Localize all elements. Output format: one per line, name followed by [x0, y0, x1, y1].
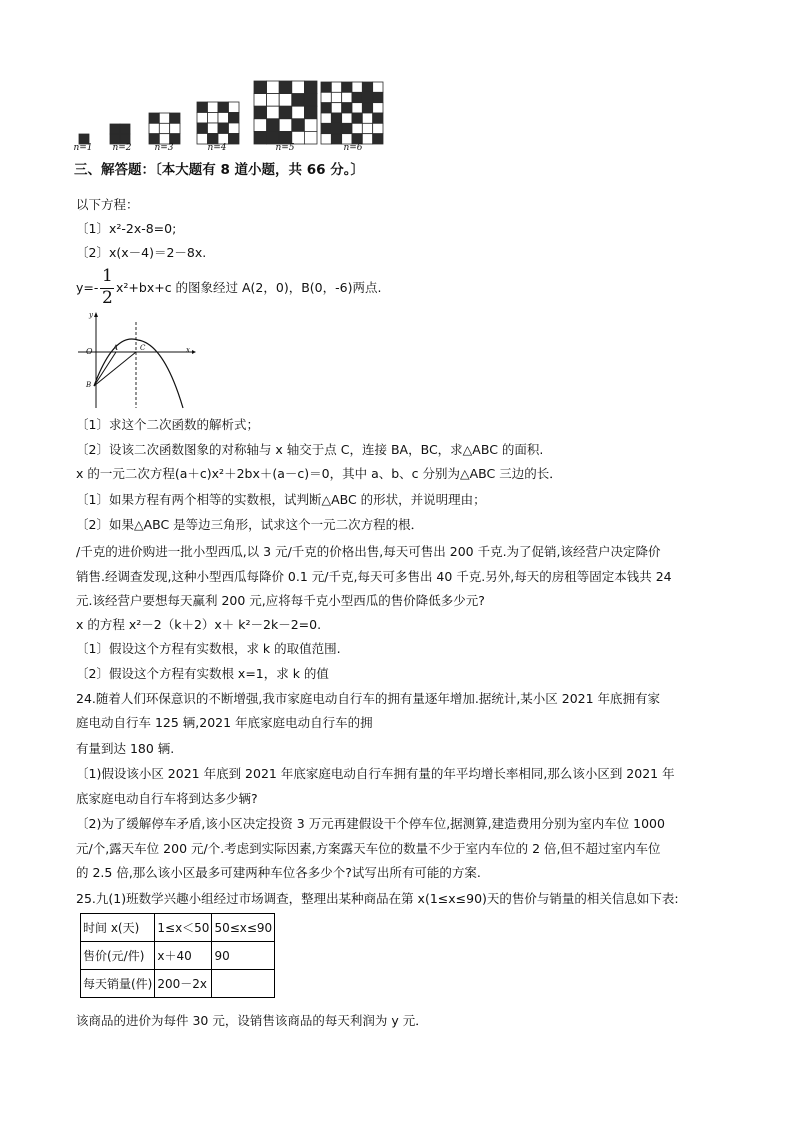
- pattern-cell: [362, 123, 372, 133]
- q24-line-2: 庭电动自行车 125 辆,2021 年底家庭电动自行车的拥: [76, 715, 373, 730]
- section-title: 三、解答题：〔本大题有 8 道小题，共 66 分。〕: [74, 162, 364, 178]
- parabola-suffix: x²+bx+c 的图象经过 A(2，0)，B(0，-6)两点.: [116, 280, 382, 295]
- fraction-denominator: 2: [102, 288, 113, 308]
- pattern-label-2: n=2: [112, 143, 132, 153]
- pattern-cell: [292, 94, 305, 107]
- table-cell: 售价(元/件): [81, 942, 155, 970]
- k-sub-1: 〔1〕假设这个方程有实数根，求 k 的取值范围.: [76, 641, 341, 656]
- graph-label-a: A: [113, 344, 119, 352]
- table-cell: [212, 970, 275, 998]
- pattern-cell: [342, 113, 352, 123]
- pattern-cell: [170, 113, 180, 123]
- pattern-cell: [254, 131, 267, 144]
- pattern-cell: [218, 113, 229, 124]
- pattern-cell: [304, 131, 317, 144]
- triangle-stem: x 的一元二次方程(a＋c)x²＋2bx＋(a－c)＝0，其中 a、b、c 分别为△ABC 三边的长．: [76, 466, 562, 481]
- pattern-cell: [279, 119, 292, 132]
- q25-stem: 25.九(1)班数学兴趣小组经过市场调查，整理出某种商品在第 x(1≤x≤90)天的售价与销量的相关信息如下表:: [76, 891, 679, 906]
- q24-line-7: 元/个,露天车位 200 元/个.考虑到实际因素,方案露天车位的数量不少于室内车位的 2 倍,但不超过室内车位: [76, 841, 661, 856]
- pattern-cell: [362, 113, 372, 123]
- pattern-cell: [292, 106, 305, 119]
- table-cell: 每天销量(件): [81, 970, 155, 998]
- pattern-cell: [254, 94, 267, 107]
- pattern-cell: [321, 92, 331, 102]
- pattern-cell: [197, 102, 208, 113]
- pattern-cell: [254, 119, 267, 132]
- square-pattern: [197, 102, 239, 144]
- pattern-cell: [321, 82, 331, 92]
- pattern-cell: [373, 92, 383, 102]
- parabola-prefix: y=-: [76, 280, 99, 295]
- pattern-label-6: n=6: [343, 143, 363, 153]
- parabola-graph: [70, 310, 200, 410]
- pattern-cell: [229, 123, 240, 134]
- pattern-cell: [208, 102, 219, 113]
- table-row: [81, 970, 275, 998]
- pattern-cell: [331, 92, 341, 102]
- pattern-label-5: n=5: [275, 143, 295, 153]
- pattern-cell: [342, 82, 352, 92]
- pattern-cell: [352, 103, 362, 113]
- square-pattern: [149, 113, 180, 144]
- table-cell: 1≤x＜50: [155, 914, 212, 942]
- pattern-cell: [149, 113, 159, 123]
- pattern-cell: [362, 92, 372, 102]
- eq-sub-1: 〔1〕x²-2x-8=0;: [76, 221, 177, 236]
- pattern-cell: [331, 113, 341, 123]
- table-row: [81, 914, 275, 942]
- parabola-sub-2: 〔2〕设该二次函数图象的对称轴与 x 轴交于点 C，连接 BA，BC，求△ABC 的面积.: [76, 442, 544, 457]
- square-pattern: [321, 82, 383, 144]
- pattern-cell: [321, 134, 331, 144]
- pattern-label-4: n=4: [207, 143, 227, 153]
- pattern-cell: [218, 123, 229, 134]
- k-stem: x 的方程 x²－2（k＋2）x＋ k²－2k－2=0.: [76, 617, 322, 632]
- pattern-cell: [279, 94, 292, 107]
- pattern-cell: [292, 119, 305, 132]
- pattern-cell: [373, 113, 383, 123]
- pattern-cell: [362, 82, 372, 92]
- pattern-cell: [331, 103, 341, 113]
- pattern-cell: [279, 106, 292, 119]
- graph-label-c: C: [140, 344, 146, 352]
- pattern-cell: [292, 81, 305, 94]
- pattern-cell: [267, 119, 280, 132]
- pattern-cell: [120, 124, 130, 134]
- pattern-cell: [352, 82, 362, 92]
- pattern-cell: [373, 134, 383, 144]
- q24-line-8: 的 2.5 倍,那么该小区最多可建两种车位各多少个?试写出所有可能的方案.: [76, 865, 481, 880]
- table-cell: x＋40: [155, 942, 212, 970]
- pattern-cell: [229, 113, 240, 124]
- table-cell: 90: [212, 942, 275, 970]
- q24-line-3: 有量到达 180 辆.: [76, 741, 175, 756]
- pattern-cell: [197, 113, 208, 124]
- pattern-cell: [279, 81, 292, 94]
- pattern-cell: [331, 123, 341, 133]
- pattern-cell: [304, 106, 317, 119]
- pattern-cell: [321, 113, 331, 123]
- pattern-cell: [254, 81, 267, 94]
- square-pattern: [110, 124, 130, 144]
- q24-line-5: 底家庭电动自行车将到达多少辆?: [76, 791, 258, 806]
- pattern-cell: [229, 102, 240, 113]
- fraction-numerator: 1: [102, 266, 113, 286]
- square-pattern: [254, 81, 317, 144]
- graph-label-y: y: [89, 311, 93, 319]
- graph-label-b: B: [86, 381, 92, 389]
- pattern-cell: [110, 124, 120, 134]
- pattern-cell: [373, 82, 383, 92]
- pattern-label-1: n=1: [73, 143, 93, 153]
- pattern-cell: [352, 113, 362, 123]
- melon-line-1: /千克的进价购进一批小型西瓜,以 3 元/千克的价格出售,每天可售出 200 千克.为了促销,该经营户决定降价: [76, 544, 661, 559]
- eq-intro: 以下方程：: [76, 197, 139, 212]
- pattern-cell: [304, 94, 317, 107]
- pattern-cell: [267, 81, 280, 94]
- table-cell: 50≤x≤90: [212, 914, 275, 942]
- k-sub-2: 〔2〕假设这个方程有实数根 x=1，求 k 的值: [76, 666, 329, 681]
- graph-label-x: x: [186, 346, 190, 354]
- eq-sub-2: 〔2〕x(x－4)＝2－8x.: [76, 245, 207, 260]
- pattern-cell: [254, 106, 267, 119]
- q25-after: 该商品的进价为每件 30 元，设销售该商品的每天利润为 y 元．: [76, 1013, 428, 1028]
- pattern-cell: [342, 103, 352, 113]
- pattern-cell: [352, 92, 362, 102]
- melon-line-3: 元.该经营户要想每天赢利 200 元,应将每千克小型西瓜的售价降低多少元?: [76, 593, 485, 608]
- pattern-cell: [159, 113, 169, 123]
- pattern-cell: [149, 123, 159, 133]
- pattern-label-3: n=3: [154, 143, 174, 153]
- pattern-cell: [321, 103, 331, 113]
- pattern-cell: [304, 81, 317, 94]
- pattern-cell: [208, 123, 219, 134]
- q24-line-1: 24.随着人们环保意识的不断增强,我市家庭电动自行车的拥有量逐年增加.据统计,某小区 2021 年底拥有家: [76, 691, 661, 706]
- pattern-cell: [373, 123, 383, 133]
- table-cell: 200－2x: [155, 970, 212, 998]
- parabola-sub-1: 〔1〕求这个二次函数的解析式；: [76, 417, 259, 432]
- pattern-cell: [159, 123, 169, 133]
- pattern-cell: [267, 94, 280, 107]
- graph-label-o: O: [86, 347, 93, 356]
- pattern-cell: [362, 103, 372, 113]
- pattern-cell: [321, 123, 331, 133]
- pattern-cell: [373, 103, 383, 113]
- pattern-cell: [267, 106, 280, 119]
- q24-line-4: 〔1)假设该小区 2021 年底到 2021 年底家庭电动自行车拥有量的年平均增长率相同,那么该小区到 2021 年: [76, 766, 675, 781]
- table-cell: 时间 x(天): [81, 914, 155, 942]
- pattern-cell: [170, 123, 180, 133]
- pattern-cell: [197, 123, 208, 134]
- q24-line-6: 〔2)为了缓解停车矛盾,该小区决定投资 3 万元再建假设干个停车位,据测算,建造费用分别为室内车位 1000: [76, 816, 665, 831]
- triangle-sub-2: 〔2〕如果△ABC 是等边三角形，试求这个一元二次方程的根．: [76, 517, 424, 532]
- pattern-cell: [208, 113, 219, 124]
- pattern-cell: [342, 92, 352, 102]
- price-sales-table: [80, 913, 275, 998]
- table-row: [81, 942, 275, 970]
- melon-line-2: 销售.经调查发现,这种小型西瓜每降价 0.1 元/千克,每天可多售出 40 千克.另外,每天的房租等固定本钱共 24: [76, 569, 672, 584]
- pattern-cell: [331, 82, 341, 92]
- pattern-cell: [304, 119, 317, 132]
- pattern-cell: [342, 123, 352, 133]
- pattern-cell: [352, 123, 362, 133]
- triangle-sub-1: 〔1〕如果方程有两个相等的实数根，试判断△ABC 的形状，并说明理由；: [76, 492, 486, 507]
- pattern-cell: [218, 102, 229, 113]
